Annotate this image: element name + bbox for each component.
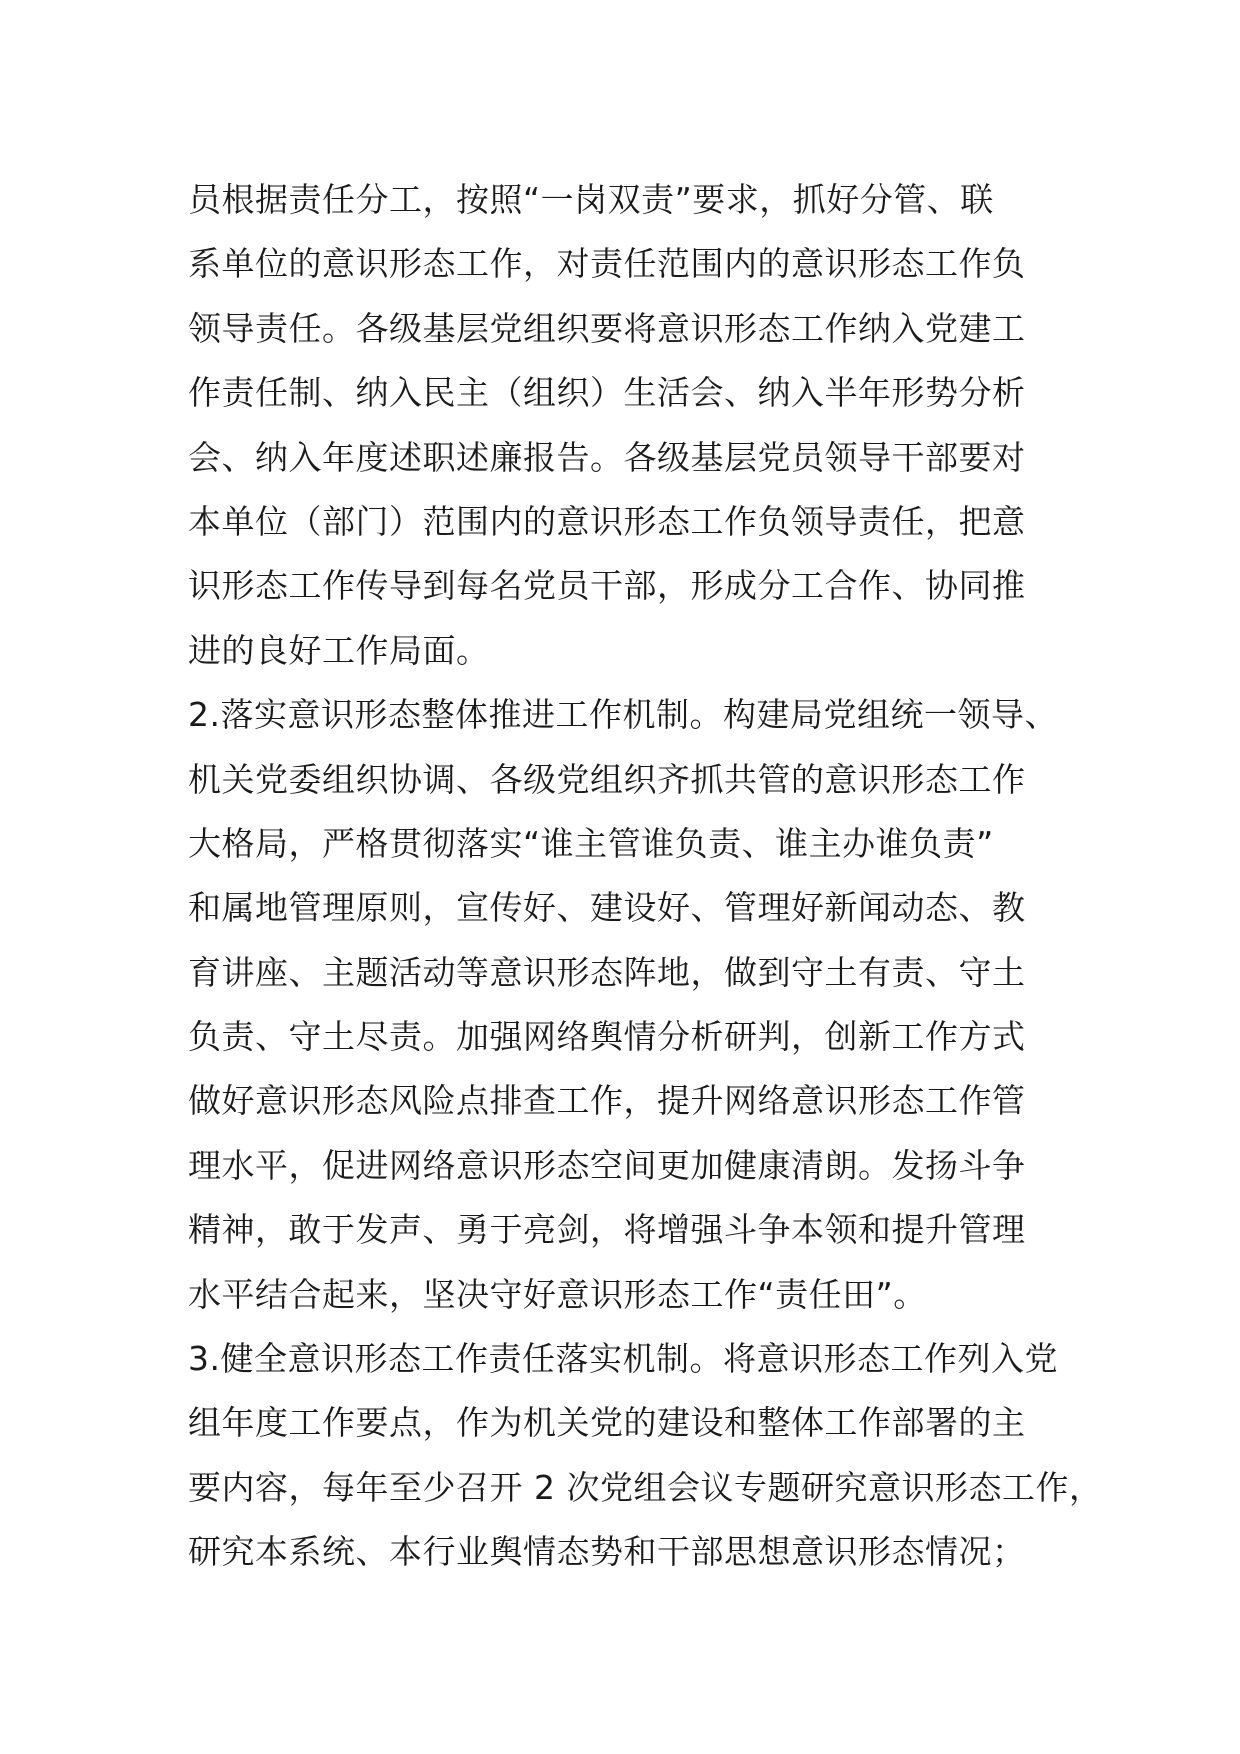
text-line: 精神，敢于发声、勇于亮剑，将增强斗争本领和提升管理 xyxy=(188,1210,1026,1250)
text-line: 员根据责任分工，按照“一岗双责”要求，抓好分管、联 xyxy=(188,180,994,219)
text-line: 系单位的意识形态工作，对责任范围内的意识形态工作负 xyxy=(188,244,1026,284)
text-line: 3.健全意识形态工作责任落实机制。将意识形态工作列入党 xyxy=(188,1339,1058,1379)
text-line: 做好意识形态风险点排查工作，提升网络意识形态工作管 xyxy=(188,1081,1026,1121)
text-line: 2.落实意识形态整体推进工作机制。构建局党组统一领导、 xyxy=(188,695,1058,735)
text-line: 水平结合起来，坚决守好意识形态工作“责任田”。 xyxy=(188,1274,927,1314)
text-line: 机关党委组织协调、各级党组织齐抓共管的意识形态工作 xyxy=(188,759,1026,799)
text-line: 负责、守土尽责。加强网络舆情分析研判，创新工作方式 xyxy=(188,1017,1026,1057)
text-line: 理水平，促进网络意识形态空间更加健康清朗。发扬斗争 xyxy=(188,1145,1026,1185)
text-line: 要内容，每年至少召开 2 次党组会议专题研究意识形态工作， xyxy=(188,1467,1103,1507)
text-line: 识形态工作传导到每名党员干部，形成分工合作、协同推 xyxy=(188,566,1026,606)
text-line: 研究本系统、本行业舆情态势和干部思想意识形态情况； xyxy=(188,1532,1026,1572)
text-line: 进的良好工作局面。 xyxy=(188,630,490,670)
text-line: 会、纳入年度述职述廉报告。各级基层党员领导干部要对 xyxy=(188,437,1026,477)
text-line: 大格局，严格贯彻落实“谁主管谁负责、谁主办谁负责” xyxy=(188,823,994,863)
text-line: 本单位（部门）范围内的意识形态工作负领导责任，把意 xyxy=(188,501,1026,541)
body-text xyxy=(188,168,1103,1585)
text-line: 作责任制、纳入民主（组织）生活会、纳入半年形势分析 xyxy=(188,373,1026,413)
text-line: 育讲座、主题活动等意识形态阵地，做到守土有责、守土 xyxy=(188,952,1026,992)
text-line: 和属地管理原则，宣传好、建设好、管理好新闻动态、教 xyxy=(188,888,1026,928)
text-line: 组年度工作要点，作为机关党的建设和整体工作部署的主 xyxy=(188,1403,1026,1443)
text-line: 领导责任。各级基层党组织要将意识形态工作纳入党建工 xyxy=(188,308,1026,348)
